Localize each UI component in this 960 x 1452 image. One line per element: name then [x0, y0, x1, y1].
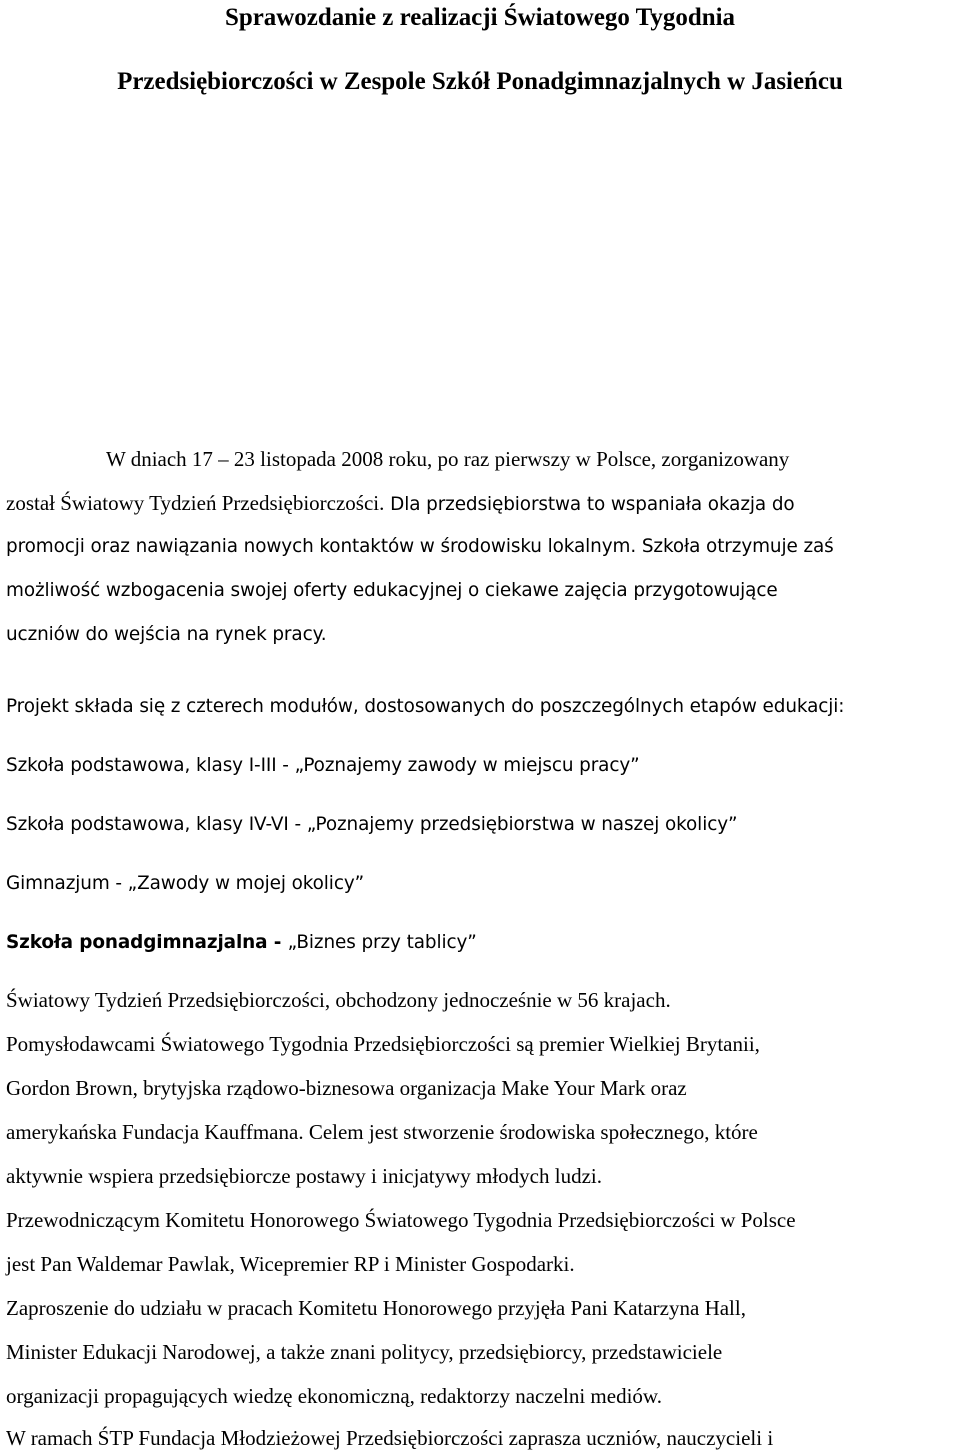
intro-line-3-start: promocji oraz nawiązania nowych kontaktów w środowisku lokalnym.: [6, 536, 637, 557]
intro-line-5: uczniów do wejścia na rynek pracy.: [6, 624, 327, 645]
intro-line-2-serif: został Światowy Tydzień Przedsiębiorczości.: [6, 491, 385, 515]
body-line: W ramach ŚTP Fundacja Młodzieżowej Przedsiębiorczości zaprasza uczniów, nauczycieli i: [6, 1426, 774, 1450]
project-intro: Projekt składa się z czterech modułów, dostosowanych do poszczególnych etapów edukacji:: [6, 696, 845, 717]
intro-line-2-sans: Dla przedsiębiorstwa to wspaniała okazja do: [384, 494, 795, 515]
body-line: amerykańska Fundacja Kauffmana. Celem jest stworzenie środowiska społecznego, które: [6, 1120, 758, 1144]
module-item: [6, 753, 640, 779]
module-name: „Zawody w mojej okolicy”: [127, 873, 365, 894]
intro-line-3-end: Szkoła otrzymuje zaś: [636, 536, 834, 557]
module-level: Szkoła ponadgimnazjalna -: [6, 932, 288, 953]
module-name: „Poznajemy przedsiębiorstwa w naszej okolicy”: [306, 814, 738, 835]
intro-line-1: W dniach 17 – 23 listopada 2008 roku, po raz pierwszy w Polsce, zorganizowany: [106, 447, 790, 471]
body-line: Światowy Tydzień Przedsiębiorczości, obchodzony jednocześnie w 56 krajach.: [6, 988, 671, 1012]
body-line: Zaproszenie do udziału w pracach Komitetu Honorowego przyjęła Pani Katarzyna Hall,: [6, 1296, 746, 1320]
intro-line-4: możliwość wzbogacenia swojej oferty edukacyjnej o ciekawe zajęcia przygotowujące: [6, 580, 778, 601]
module-level: Gimnazjum -: [6, 873, 128, 894]
module-level: Szkoła podstawowa, klasy IV-VI -: [6, 814, 307, 835]
body-line: organizacji propagujących wiedzę ekonomiczną, redaktorzy naczelni mediów.: [6, 1384, 662, 1408]
intro-line-2: [6, 490, 795, 518]
body-line: Minister Edukacji Narodowej, a także znani politycy, przedsiębiorcy, przedstawiciele: [6, 1340, 723, 1364]
body-line: aktywnie wspiera przedsiębiorcze postawy i inicjatywy młodych ludzi.: [6, 1164, 602, 1188]
module-name: „Poznajemy zawody w miejscu pracy”: [294, 755, 640, 776]
document-title-line-2: Przedsiębiorczości w Zespole Szkół Ponadgimnazjalnych w Jasieńcu: [117, 68, 843, 95]
intro-line-3: [6, 534, 834, 560]
module-item: [6, 871, 364, 897]
body-line: Gordon Brown, brytyjska rządowo-biznesowa organizacja Make Your Mark oraz: [6, 1076, 687, 1100]
module-item: [6, 812, 737, 838]
module-item: [6, 930, 477, 956]
body-line: Pomysłodawcami Światowego Tygodnia Przedsiębiorczości są premier Wielkiej Brytanii,: [6, 1032, 760, 1056]
module-level: Szkoła podstawowa, klasy I-III -: [6, 755, 295, 776]
module-name: „Biznes przy tablicy”: [287, 932, 477, 953]
document-title-line-1: Sprawozdanie z realizacji Światowego Tygodnia: [224, 4, 736, 31]
body-line: jest Pan Waldemar Pawlak, Wicepremier RP i Minister Gospodarki.: [6, 1252, 575, 1276]
body-line: Przewodniczącym Komitetu Honorowego Światowego Tygodnia Przedsiębiorczości w Polsce: [6, 1208, 796, 1232]
